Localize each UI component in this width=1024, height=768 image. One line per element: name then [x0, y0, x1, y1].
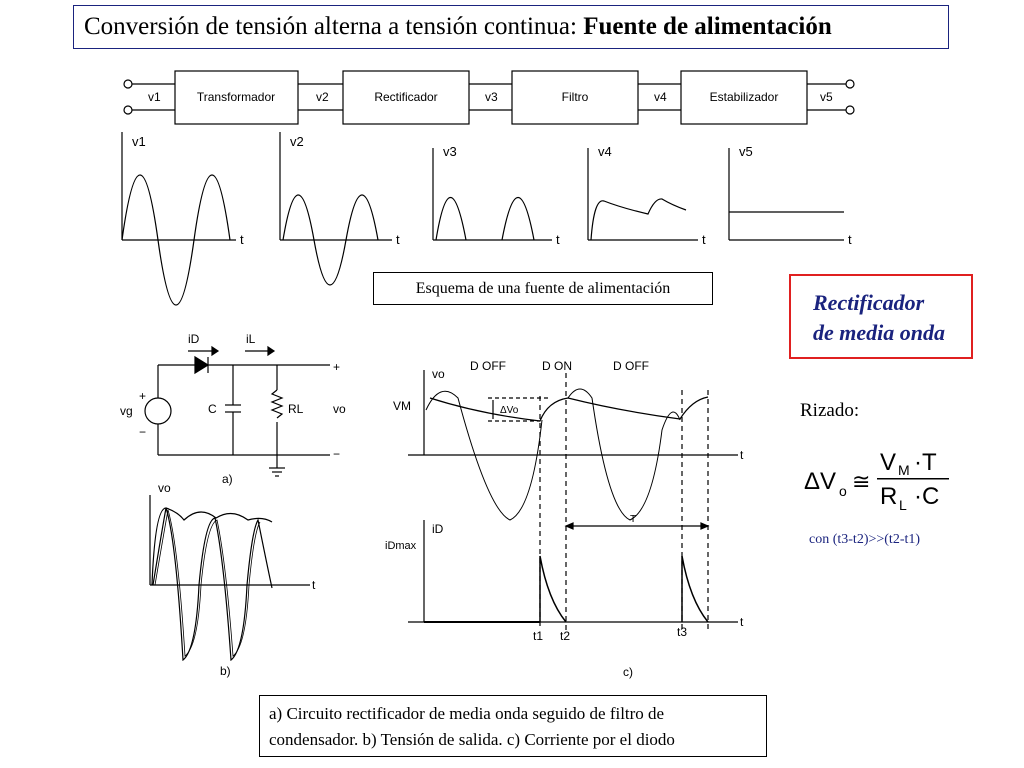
wave-label-1: v1	[132, 134, 146, 149]
time-label-1: t	[240, 232, 244, 247]
block-label-1: Transformador	[196, 90, 276, 104]
panel-b-label: b)	[220, 664, 231, 678]
waveform-v5	[729, 148, 844, 240]
plot-c-t2: t	[740, 615, 744, 629]
label-vg-minus: −	[139, 425, 147, 439]
title-bold: Fuente de alimentación	[583, 13, 832, 40]
ripple-formula	[804, 449, 949, 513]
time-label-2: t	[396, 232, 400, 247]
block-label-2: Rectificador	[374, 90, 438, 104]
time-label-3: t	[556, 232, 560, 247]
caption-top: Esquema de una fuente de alimentación	[373, 272, 713, 305]
formula-den-r: R	[880, 483, 898, 510]
state-1: D OFF	[470, 359, 506, 373]
waveform-v2	[280, 132, 392, 285]
state-2: D ON	[542, 359, 572, 373]
waveform-v4	[588, 148, 698, 240]
time-label-4: t	[702, 232, 706, 247]
wave-label-4: v4	[598, 144, 612, 159]
plot-c-t1: t	[740, 448, 744, 462]
formula-den-c: ·C	[914, 483, 940, 510]
signal-label-3: v3	[485, 90, 498, 104]
plot-b	[150, 495, 310, 660]
plot-c	[408, 370, 738, 630]
label-il: iL	[246, 332, 256, 346]
formula-num-v: V	[880, 449, 897, 476]
block-label-4: Estabilizador	[709, 90, 779, 104]
caption-bottom	[259, 695, 767, 757]
formula-den-sub: L	[899, 497, 907, 513]
label-vg-plus: +	[139, 389, 147, 403]
formula-lhs: ΔV	[804, 468, 837, 495]
formula-num-t: ·T	[914, 449, 937, 476]
waveform-v1	[122, 132, 236, 305]
block-label-3: Filtro	[561, 90, 589, 104]
wave-label-2: v2	[290, 134, 304, 149]
tick-t2: t2	[560, 629, 571, 643]
signal-label-2: v2	[316, 90, 329, 104]
rectifier-box	[789, 274, 973, 359]
rectifier-line1: Rectificador	[813, 290, 925, 315]
time-label-5: t	[848, 232, 852, 247]
formula-fraction-bar	[877, 478, 949, 480]
label-vo: vo	[333, 402, 346, 416]
tick-t1: t1	[533, 629, 544, 643]
plot-b-t: t	[312, 578, 316, 592]
label-vo-plus: +	[333, 360, 341, 374]
condition-text: con (t3-t2)>>(t2-t1)	[809, 532, 921, 547]
label-id: iD	[188, 332, 200, 346]
signal-label-1: v1	[148, 90, 161, 104]
rectifier-line2: de media onda	[813, 320, 945, 345]
signal-label-4: v4	[654, 90, 667, 104]
waveform-v3	[433, 148, 552, 240]
caption-bottom-line2: condensador. b) Tensión de salida. c) Corriente por el diodo	[269, 730, 675, 749]
plot-c-id: iD	[432, 522, 444, 536]
plot-c-vo: vo	[432, 367, 445, 381]
label-vg: vg	[120, 404, 133, 418]
wave-label-5: v5	[739, 144, 753, 159]
state-3: D OFF	[613, 359, 649, 373]
panel-a-label: a)	[222, 472, 233, 486]
wave-label-3: v3	[443, 144, 457, 159]
formula-approx: ≅	[852, 469, 871, 494]
formula-num-sub: M	[898, 462, 910, 478]
title-main: Conversión de tensión alterna a tensión continua:	[84, 13, 584, 40]
plot-c-period: T	[630, 514, 637, 525]
signal-label-5: v5	[820, 90, 833, 104]
rizado-label: Rizado:	[800, 400, 860, 421]
label-rl: RL	[288, 402, 304, 416]
panel-c-label: c)	[623, 665, 633, 679]
formula-lhs-sub: o	[839, 483, 847, 499]
plot-b-vo: vo	[158, 481, 171, 495]
plot-c-idmax: iDmax	[385, 540, 417, 552]
caption-bottom-line1: a) Circuito rectificador de media onda seguido de filtro de	[269, 704, 665, 723]
plot-c-vm: VM	[393, 399, 411, 413]
plot-c-dvo: ΔVo	[500, 405, 519, 416]
label-c: C	[208, 402, 217, 416]
tick-t3: t3	[677, 625, 688, 639]
label-vo-minus: −	[333, 447, 341, 461]
